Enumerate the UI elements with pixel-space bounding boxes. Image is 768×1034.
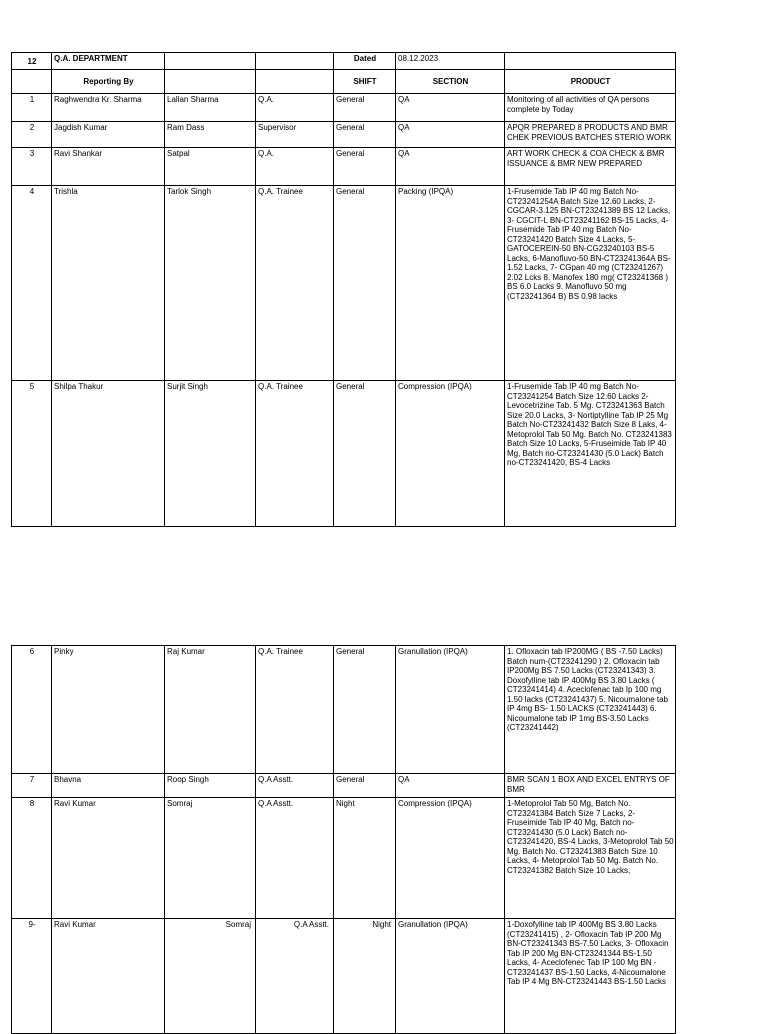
report-table-bottom [11,645,676,1034]
reporting-person: Somraj [165,919,256,1034]
product-details: 1. Ofloxacin tab IP200MG ( BS -7.50 Lacks) Batch num-(CT23241290 ) 2. Ofloxacin tab IP200Mg BS 7.50 Lacks (CT23241343) 3. Doxofylline tab IP 400Mg BS 3.80 Lacks ( CT23241414) 4. Aceclofenac tab Ip 100 mg 1.50 lacks (CT23241437) 5. Nicoumalone tab IP 4mg BS- 1.50 LACKS (CT23241443) 6. Nicoumalone tab IP 1mg BS-3.50 Lacks (CT23241442) [505,646,676,774]
employee-name: Shilpa Thakur [52,381,165,527]
employee-name: Raghwendra Kr. Sharma [52,94,165,122]
row-number: 4 [12,186,52,381]
product-details: 1-Frusemide Tab IP 40 mg Batch No-CT23241254A Batch Size 12.60 Lacks, 2-CGCAR-3.125 BN-CT23241389 BS 12 Lacks, 3- CGCIT-L BN-CT23241162 BS-15 Lacks, 4-Frusemide Tab IP 40 mg Batch No-CT23241420 Batch Size 4 Lacks, 5-GATOCEREIN-50 BN-CG23240103 BS-5 Lacks, 6-Manofluvo-50 BN-CT23241364A BS-1.52 Lacks, 7- CGpan 40 mg (CT23241267) 2.02 Lcks 8. Manofex 180 mg( CT23241368 ) BS 6.0 Lacks 9. Manofluvo 50 mg (CT23241364 B) BS 0.98 lacks [505,186,676,381]
product-details: ART WORK CHECK & COA CHECK & BMR ISSUANCE & BMR NEW PREPARED [505,148,676,186]
row-number: 3 [12,148,52,186]
table-body-bottom [12,646,676,1034]
report-date: 08.12.2023 [396,53,505,70]
designation: Q.A Asstt. [256,798,334,919]
row-number: 1 [12,94,52,122]
product-details: BMR SCAN 1 BOX AND EXCEL ENTRYS OF BMR [505,774,676,798]
employee-name: Ravi Kumar [52,798,165,919]
table-row [12,774,676,798]
designation: Q.A Asstt. [256,774,334,798]
empty-cell [12,70,52,94]
table-row [12,94,676,122]
designation: Q.A Asstt. [256,919,334,1034]
shift-value: General [334,774,396,798]
header-reporting-by: Reporting By [52,70,165,94]
table-row [12,122,676,148]
shift-value: General [334,381,396,527]
employee-name: Jagdish Kumar [52,122,165,148]
empty-cell [256,70,334,94]
shift-value: General [334,148,396,186]
empty-cell [165,53,256,70]
report-table-top [11,52,676,527]
reporting-person: Somraj [165,798,256,919]
section-value: Compression (IPQA) [396,798,505,919]
reporting-person: Raj Kumar [165,646,256,774]
employee-name: Trishla [52,186,165,381]
reporting-person: Satpal [165,148,256,186]
section-value: Compression (IPQA) [396,381,505,527]
section-value: Granullation (IPQA) [396,919,505,1034]
employee-name: Ravi Kumar [52,919,165,1034]
section-value: QA [396,774,505,798]
empty-cell [505,53,676,70]
designation: Q.A. Trainee [256,186,334,381]
row-number: 2 [12,122,52,148]
designation: Q.A. Trainee [256,646,334,774]
reporting-person: Tarlok Singh [165,186,256,381]
employee-name: Ravi Shankar [52,148,165,186]
table-row [12,919,676,1034]
designation: Supervisor [256,122,334,148]
reporting-person: Ram Dass [165,122,256,148]
section-value: QA [396,94,505,122]
row-number: 6 [12,646,52,774]
row-number: 9- [12,919,52,1034]
designation: Q.A. Trainee [256,381,334,527]
table-row [12,381,676,527]
reporting-person: Roop Singh [165,774,256,798]
reporting-person: Surjit Singh [165,381,256,527]
header-section: SECTION [396,70,505,94]
product-details: 1-Frusemide Tab IP 40 mg Batch No-CT23241254 Batch Size 12.60 Lacks 2-Levocetrizine Tab. 5 Mg. CT23241363 Batch Size 20.0 Lacks, 3- Nortiptylline Tab IP 25 Mg Batch No-CT23241432 Batch Size 8 Laks, 4-Metoprolol Tab 50 Mg. Batch No. CT23241383 Batch Size 10 Lacks, 5-Fruseimide Tab IP 40 Mg, Batch no-CT23241430 (5.0 Lack) Batch no-CT23241420, BS-4 Lacks [505,381,676,527]
section-value: QA [396,122,505,148]
shift-value: Night [334,798,396,919]
table-row [12,646,676,774]
table-row [12,148,676,186]
reporting-person: Lallan Sharma [165,94,256,122]
shift-value: General [334,186,396,381]
title-row [12,53,676,70]
designation: Q.A. [256,94,334,122]
row-number: 5 [12,381,52,527]
shift-value: General [334,94,396,122]
sheet-number: 12 [12,53,52,70]
section-value: QA [396,148,505,186]
product-details: 1-Doxofylline tab IP 400Mg BS 3.80 Lacks (CT23241415) , 2- Ofloxacin Tab IP 200 Mg BN-CT23241343 BS-7.50 Lacks, 3- Ofloxacin Tab IP 200 Mg BN-CT23241344 BS-1.50 Lacks, 4- Aceclofenec Tab IP 100 Mg BN -CT23241437 BS-1.50 Lacks, 4-Nicoumalone Tab IP 4 Mg BN-CT23241443 BS-1.50 Lacks [505,919,676,1034]
product-details: 1-Metoprolol Tab 50 Mg, Batch No. CT23241384 Batch Size 7 Lacks, 2-Fruseimide Tab IP 40 Mg, Batch no-CT23241430 (5.0 Lack) Batch no-CT23241420, BS-4 Lacks, 3-Metoprolol Tab 50 Mg. Batch No. CT23241383 Batch Size 10 Lacks, 4- Metoprolol Tab 50 Mg. Batch No. CT23241382 Batch Size 10 Lacks, [505,798,676,919]
shift-value: Night [334,919,396,1034]
designation: Q.A. [256,148,334,186]
header-product: PRODUCT [505,70,676,94]
empty-cell [256,53,334,70]
product-details: APQR PREPARED 8 PRODUCTS AND BMR CHEK PREVIOUS BATCHES STERIO WORK [505,122,676,148]
shift-value: General [334,646,396,774]
table-row [12,798,676,919]
table-row [12,186,676,381]
department-title: Q.A. DEPARTMENT [52,53,165,70]
section-value: Packing (IPQA) [396,186,505,381]
employee-name: Pinky [52,646,165,774]
row-number: 7 [12,774,52,798]
header-shift: SHIFT [334,70,396,94]
row-number: 8 [12,798,52,919]
section-value: Granullation (IPQA) [396,646,505,774]
employee-name: Bhavna [52,774,165,798]
column-header-row [12,70,676,94]
product-details: Monitoring of all activities of QA persons complete by Today [505,94,676,122]
empty-cell [165,70,256,94]
dated-label: Dated [334,53,396,70]
shift-value: General [334,122,396,148]
